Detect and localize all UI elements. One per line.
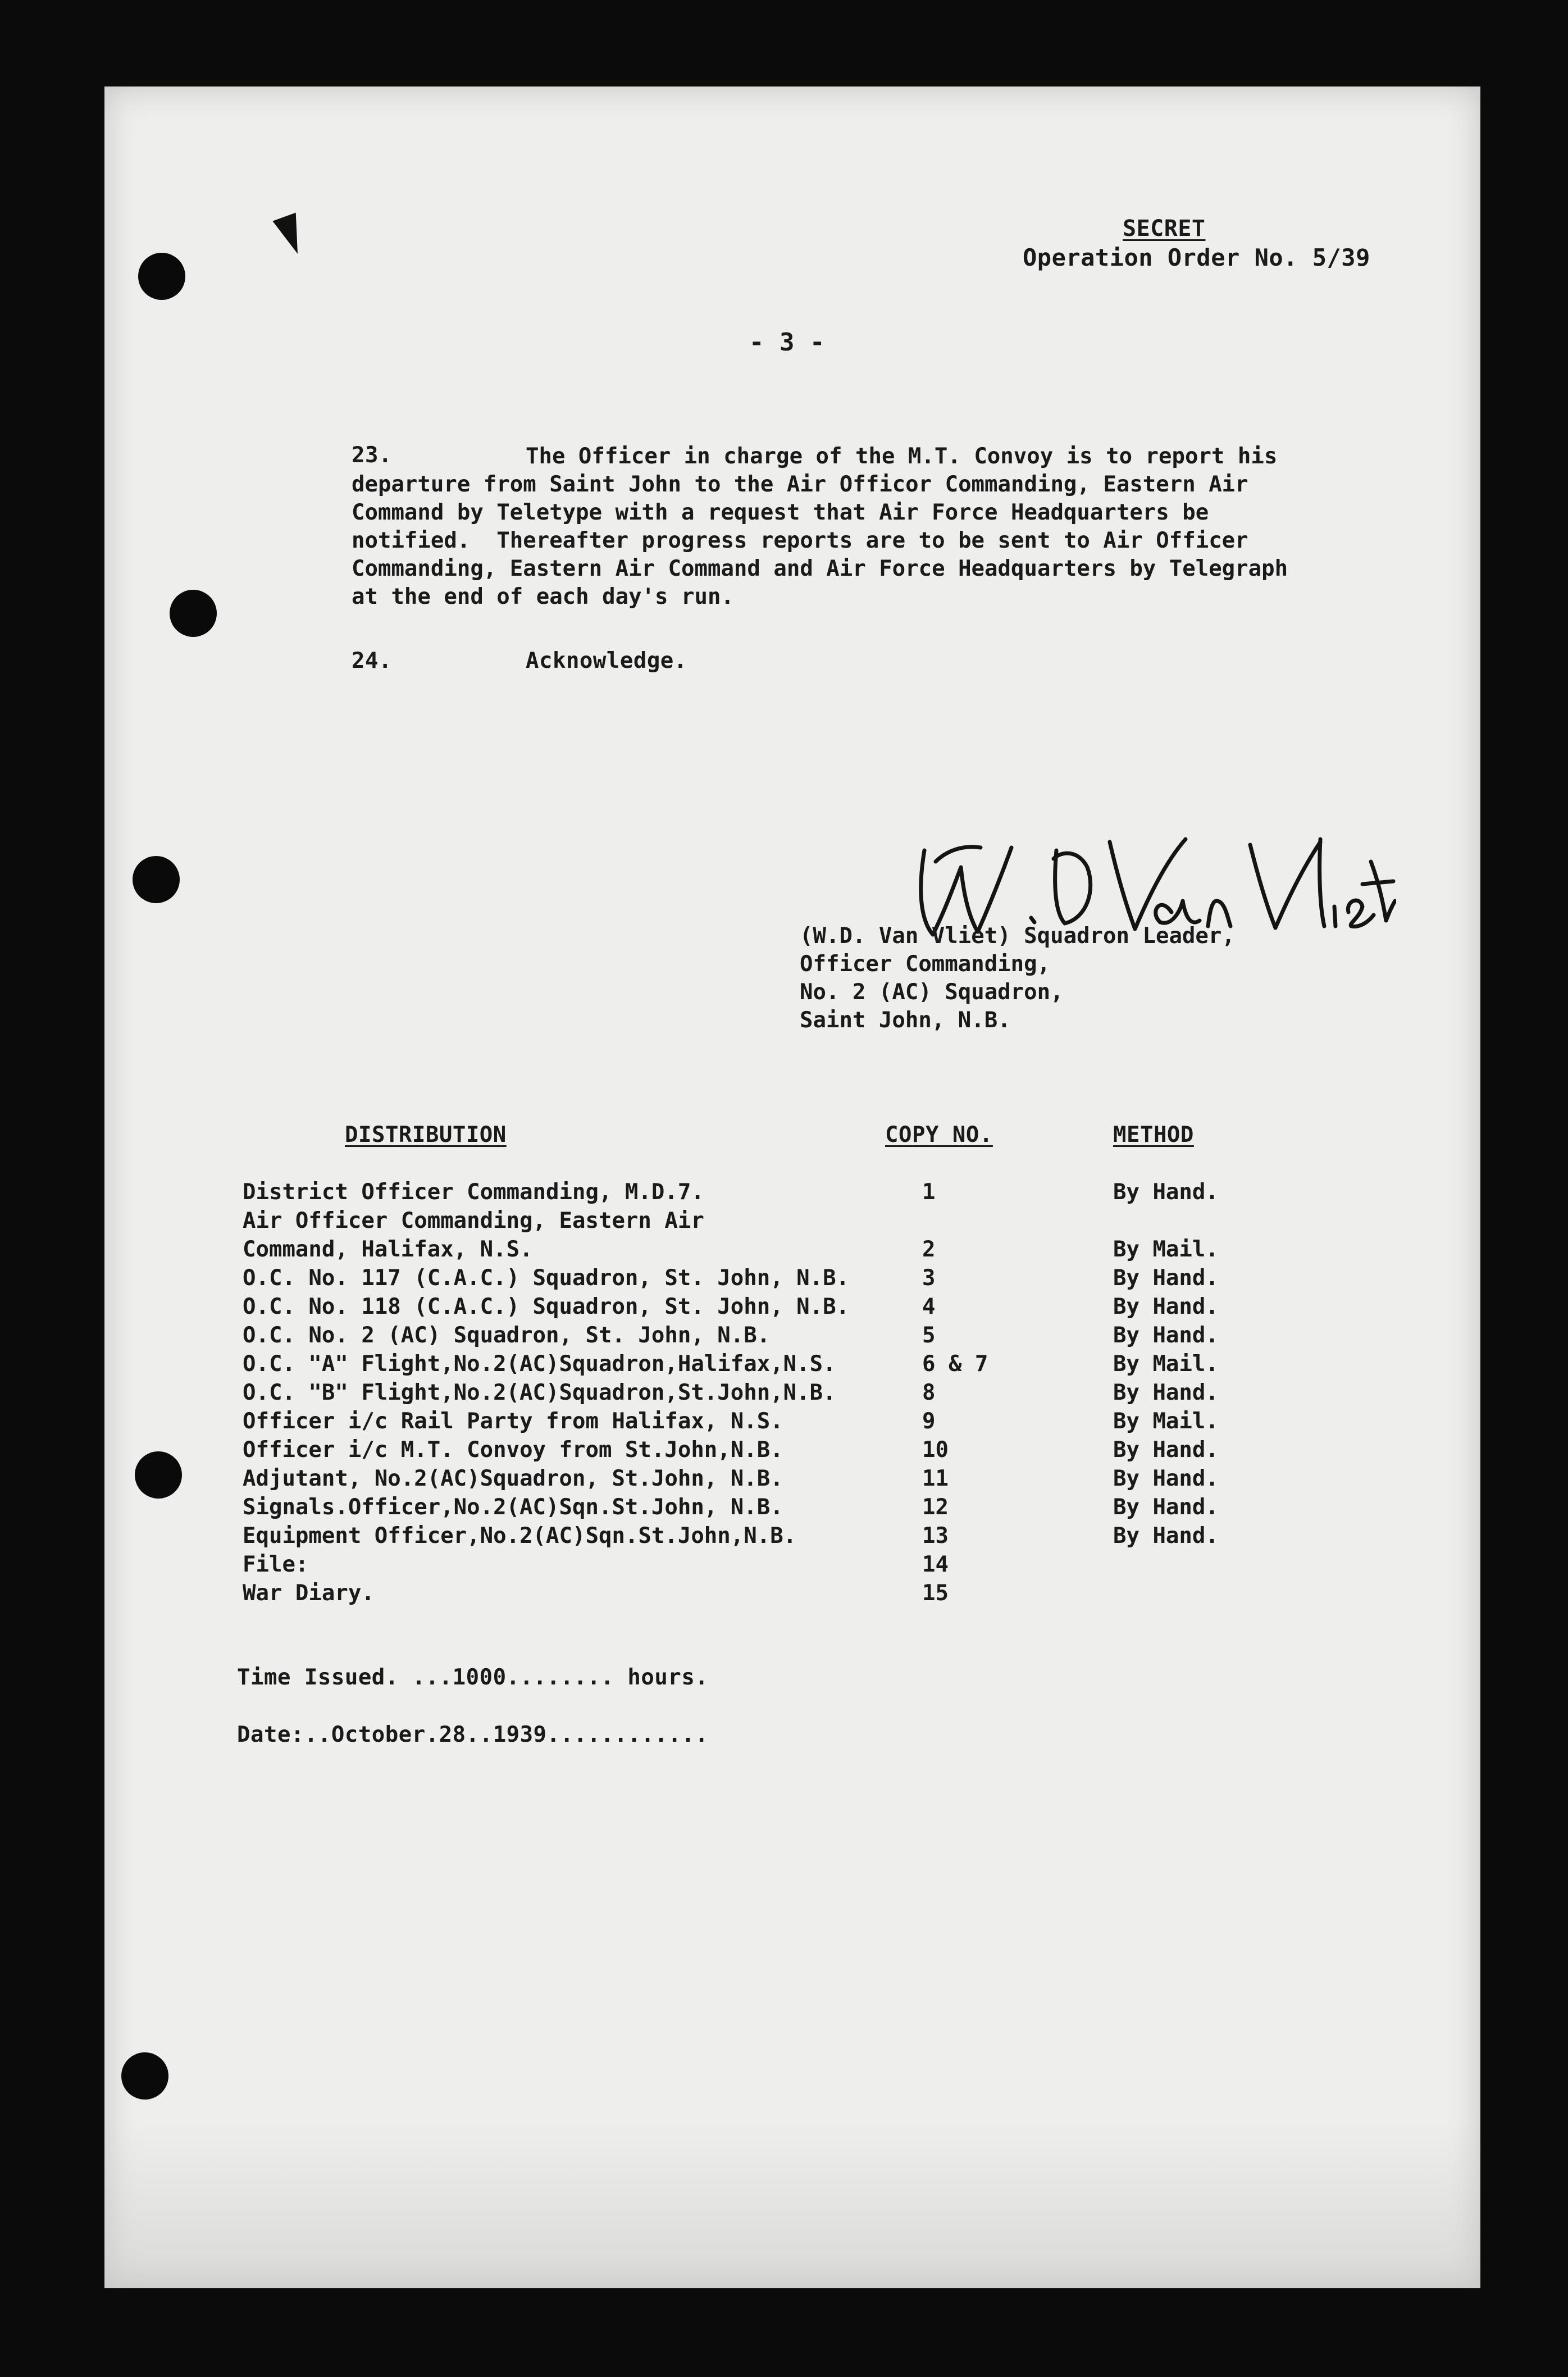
copy-cell: 4 bbox=[922, 1294, 936, 1319]
table-row bbox=[243, 1265, 1478, 1294]
punch-hole bbox=[135, 1451, 182, 1499]
operation-order-ref: Operation Order No. 5/39 bbox=[1023, 244, 1370, 271]
table-row bbox=[243, 1437, 1478, 1465]
document-page bbox=[104, 86, 1480, 2288]
punch-hole bbox=[133, 856, 180, 903]
signature-line: Saint John, N.B. bbox=[800, 1008, 1011, 1033]
table-row bbox=[243, 1495, 1478, 1523]
method-cell: By Hand. bbox=[1113, 1437, 1219, 1463]
method-cell: By Hand. bbox=[1113, 1265, 1219, 1291]
paragraph-line: departure from Saint John to the Air Officor Commanding, Eastern Air bbox=[352, 472, 1248, 497]
recipient-cell: Air Officer Commanding, Eastern Air bbox=[243, 1208, 704, 1233]
paragraph-24-text: Acknowledge. bbox=[526, 648, 687, 673]
recipient-cell: O.C. No. 2 (AC) Squadron, St. John, N.B. bbox=[243, 1323, 771, 1348]
recipient-cell: File: bbox=[243, 1552, 309, 1577]
signature-line: (W.D. Van Vliet) Squadron Leader, bbox=[800, 923, 1235, 949]
classification-marking: SECRET bbox=[1123, 216, 1206, 242]
method-header: METHOD bbox=[1113, 1122, 1194, 1147]
time-issued: Time Issued. ...1000........ hours. bbox=[237, 1665, 709, 1690]
signature-line: Officer Commanding, bbox=[800, 951, 1051, 977]
recipient-cell: O.C. No. 117 (C.A.C.) Squadron, St. John, N.B. bbox=[243, 1265, 850, 1291]
method-cell: By Mail. bbox=[1113, 1351, 1219, 1377]
recipient-cell: Equipment Officer,No.2(AC)Sqn.St.John,N.B. bbox=[243, 1523, 797, 1549]
table-row bbox=[243, 1409, 1478, 1437]
table-row bbox=[243, 1208, 1478, 1236]
copy-no-header: COPY NO. bbox=[885, 1122, 993, 1147]
paragraph-line: at the end of each day's run. bbox=[352, 584, 734, 609]
punch-hole bbox=[121, 2052, 168, 2100]
table-row bbox=[243, 1466, 1478, 1494]
recipient-cell: Command, Halifax, N.S. bbox=[243, 1237, 533, 1262]
copy-cell: 15 bbox=[922, 1581, 949, 1606]
method-cell: By Hand. bbox=[1113, 1495, 1219, 1520]
paragraph-number: 24. bbox=[352, 648, 392, 673]
method-cell: By Mail. bbox=[1113, 1237, 1219, 1262]
copy-cell: 2 bbox=[922, 1237, 936, 1262]
copy-cell: 14 bbox=[922, 1552, 949, 1577]
table-row bbox=[243, 1380, 1478, 1408]
page-number: - 3 - bbox=[749, 328, 825, 357]
copy-cell: 3 bbox=[922, 1265, 936, 1291]
copy-cell: 11 bbox=[922, 1466, 949, 1491]
distribution-header: DISTRIBUTION bbox=[345, 1122, 507, 1147]
paragraph-number: 23. bbox=[352, 443, 392, 468]
recipient-cell: Adjutant, No.2(AC)Squadron, St.John, N.B. bbox=[243, 1466, 783, 1491]
recipient-cell: O.C. No. 118 (C.A.C.) Squadron, St. John, N.B. bbox=[243, 1294, 850, 1319]
copy-cell: 8 bbox=[922, 1380, 936, 1405]
method-cell: By Hand. bbox=[1113, 1180, 1219, 1205]
recipient-cell: Signals.Officer,No.2(AC)Sqn.St.John, N.B. bbox=[243, 1495, 783, 1520]
copy-cell: 12 bbox=[922, 1495, 949, 1520]
copy-cell: 1 bbox=[922, 1180, 936, 1205]
table-row bbox=[243, 1552, 1478, 1580]
paragraph-23 bbox=[352, 443, 1288, 611]
signature-line: No. 2 (AC) Squadron, bbox=[800, 980, 1064, 1005]
table-row bbox=[243, 1581, 1478, 1609]
recipient-cell: District Officer Commanding, M.D.7. bbox=[243, 1180, 704, 1205]
method-cell: By Hand. bbox=[1113, 1523, 1219, 1549]
paragraph-line: notified. Thereafter progress reports are to be sent to Air Officer bbox=[352, 528, 1248, 553]
signature-block bbox=[800, 922, 1235, 1035]
table-row bbox=[243, 1180, 1478, 1208]
copy-cell: 13 bbox=[922, 1523, 949, 1549]
recipient-cell: Officer i/c M.T. Convoy from St.John,N.B. bbox=[243, 1437, 783, 1463]
copy-cell: 10 bbox=[922, 1437, 949, 1463]
recipient-cell: Officer i/c Rail Party from Halifax, N.S. bbox=[243, 1409, 783, 1434]
copy-cell: 9 bbox=[922, 1409, 936, 1434]
method-cell: By Hand. bbox=[1113, 1323, 1219, 1348]
method-cell: By Hand. bbox=[1113, 1466, 1219, 1491]
table-row bbox=[243, 1323, 1478, 1351]
date-issued: Date:..October.28..1939............ bbox=[237, 1722, 709, 1747]
recipient-cell: O.C. "A" Flight,No.2(AC)Squadron,Halifax,N.S. bbox=[243, 1351, 836, 1377]
punch-hole bbox=[170, 590, 217, 637]
table-row bbox=[243, 1523, 1478, 1551]
table-row bbox=[243, 1351, 1478, 1379]
method-cell: By Mail. bbox=[1113, 1409, 1219, 1434]
recipient-cell: War Diary. bbox=[243, 1581, 375, 1606]
method-cell: By Hand. bbox=[1113, 1294, 1219, 1319]
table-row bbox=[243, 1237, 1478, 1265]
paragraph-line: Commanding, Eastern Air Command and Air Force Headquarters by Telegraph bbox=[352, 556, 1288, 581]
scan-mark-icon bbox=[272, 213, 309, 258]
paragraph-line: The Officer in charge of the M.T. Convoy is to report his bbox=[526, 444, 1278, 469]
method-cell: By Hand. bbox=[1113, 1380, 1219, 1405]
copy-cell: 6 & 7 bbox=[922, 1351, 988, 1377]
punch-hole bbox=[138, 253, 185, 300]
recipient-cell: O.C. "B" Flight,No.2(AC)Squadron,St.John,N.B. bbox=[243, 1380, 836, 1405]
copy-cell: 5 bbox=[922, 1323, 936, 1348]
paragraph-line: Command by Teletype with a request that Air Force Headquarters be bbox=[352, 500, 1209, 525]
table-row bbox=[243, 1294, 1478, 1322]
distribution-table bbox=[243, 1180, 1478, 1629]
